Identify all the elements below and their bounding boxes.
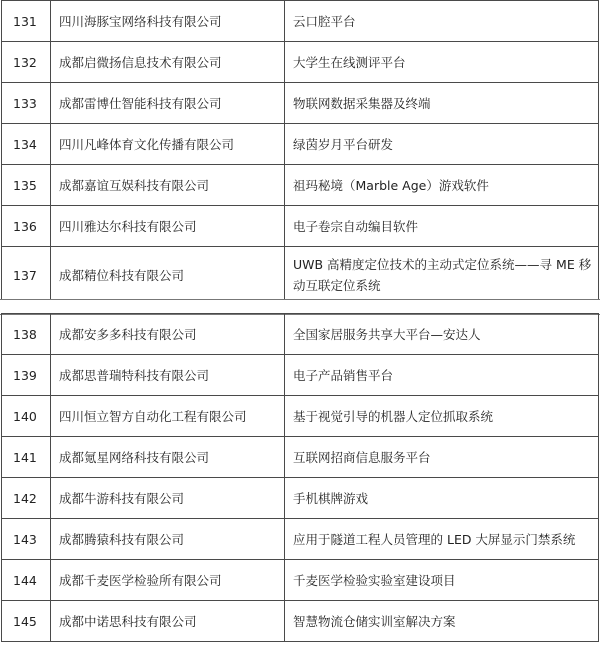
company-name: 四川恒立智方自动化工程有限公司 — [51, 396, 285, 437]
project-name: 电子产品销售平台 — [285, 355, 599, 396]
table-row — [2, 247, 599, 304]
company-name: 成都牛游科技有限公司 — [51, 478, 285, 519]
table-row — [2, 206, 599, 247]
company-name: 成都嘉谊互娱科技有限公司 — [51, 165, 285, 206]
row-number: 142 — [2, 478, 51, 519]
table-row — [2, 355, 599, 396]
table-row — [2, 83, 599, 124]
company-name: 四川海豚宝网络科技有限公司 — [51, 1, 285, 42]
project-name: 全国家居服务共享大平台—安达人 — [285, 314, 599, 355]
project-name: 电子卷宗自动编目软件 — [285, 206, 599, 247]
row-number: 137 — [2, 247, 51, 304]
company-name: 成都氪星网络科技有限公司 — [51, 437, 285, 478]
company-name: 四川雅达尔科技有限公司 — [51, 206, 285, 247]
project-name: 物联网数据采集器及终端 — [285, 83, 599, 124]
row-number: 136 — [2, 206, 51, 247]
table-section-1 — [0, 0, 600, 304]
project-name: 应用于隧道工程人员管理的 LED 大屏显示门禁系统 — [285, 519, 599, 560]
table-section-2 — [0, 313, 600, 642]
project-name: 智慧物流仓储实训室解决方案 — [285, 601, 599, 642]
company-name: 成都中诺思科技有限公司 — [51, 601, 285, 642]
project-name: 祖玛秘境（Marble Age）游戏软件 — [285, 165, 599, 206]
company-project-table-1 — [1, 0, 599, 304]
table-row — [2, 560, 599, 601]
row-number: 135 — [2, 165, 51, 206]
company-name: 四川凡峰体育文化传播有限公司 — [51, 124, 285, 165]
project-name: 互联网招商信息服务平台 — [285, 437, 599, 478]
project-name: UWB 高精度定位技术的主动式定位系统——寻 ME 移动互联定位系统 — [285, 247, 599, 304]
project-name: 千麦医学检验实验室建设项目 — [285, 560, 599, 601]
table-row — [2, 124, 599, 165]
company-name: 成都腾猿科技有限公司 — [51, 519, 285, 560]
table-row — [2, 314, 599, 355]
company-name: 成都安多多科技有限公司 — [51, 314, 285, 355]
row-number: 143 — [2, 519, 51, 560]
row-number: 134 — [2, 124, 51, 165]
company-name: 成都精位科技有限公司 — [51, 247, 285, 304]
company-name: 成都思普瑞特科技有限公司 — [51, 355, 285, 396]
table-row — [2, 42, 599, 83]
row-number: 131 — [2, 1, 51, 42]
project-name: 绿茵岁月平台研发 — [285, 124, 599, 165]
table-row — [2, 165, 599, 206]
table-row — [2, 1, 599, 42]
project-name: 基于视觉引导的机器人定位抓取系统 — [285, 396, 599, 437]
row-number: 139 — [2, 355, 51, 396]
table-row — [2, 396, 599, 437]
table-row — [2, 478, 599, 519]
project-name: 手机棋牌游戏 — [285, 478, 599, 519]
row-number: 145 — [2, 601, 51, 642]
company-project-table-2 — [1, 313, 599, 642]
row-number: 144 — [2, 560, 51, 601]
company-name: 成都雷博仕智能科技有限公司 — [51, 83, 285, 124]
table-row — [2, 601, 599, 642]
row-number: 133 — [2, 83, 51, 124]
row-number: 140 — [2, 396, 51, 437]
project-name: 云口腔平台 — [285, 1, 599, 42]
table-row — [2, 437, 599, 478]
company-name: 成都千麦医学检验所有限公司 — [51, 560, 285, 601]
table-row — [2, 519, 599, 560]
row-number: 138 — [2, 314, 51, 355]
project-name: 大学生在线测评平台 — [285, 42, 599, 83]
company-name: 成都启微扬信息技术有限公司 — [51, 42, 285, 83]
row-number: 141 — [2, 437, 51, 478]
row-number: 132 — [2, 42, 51, 83]
